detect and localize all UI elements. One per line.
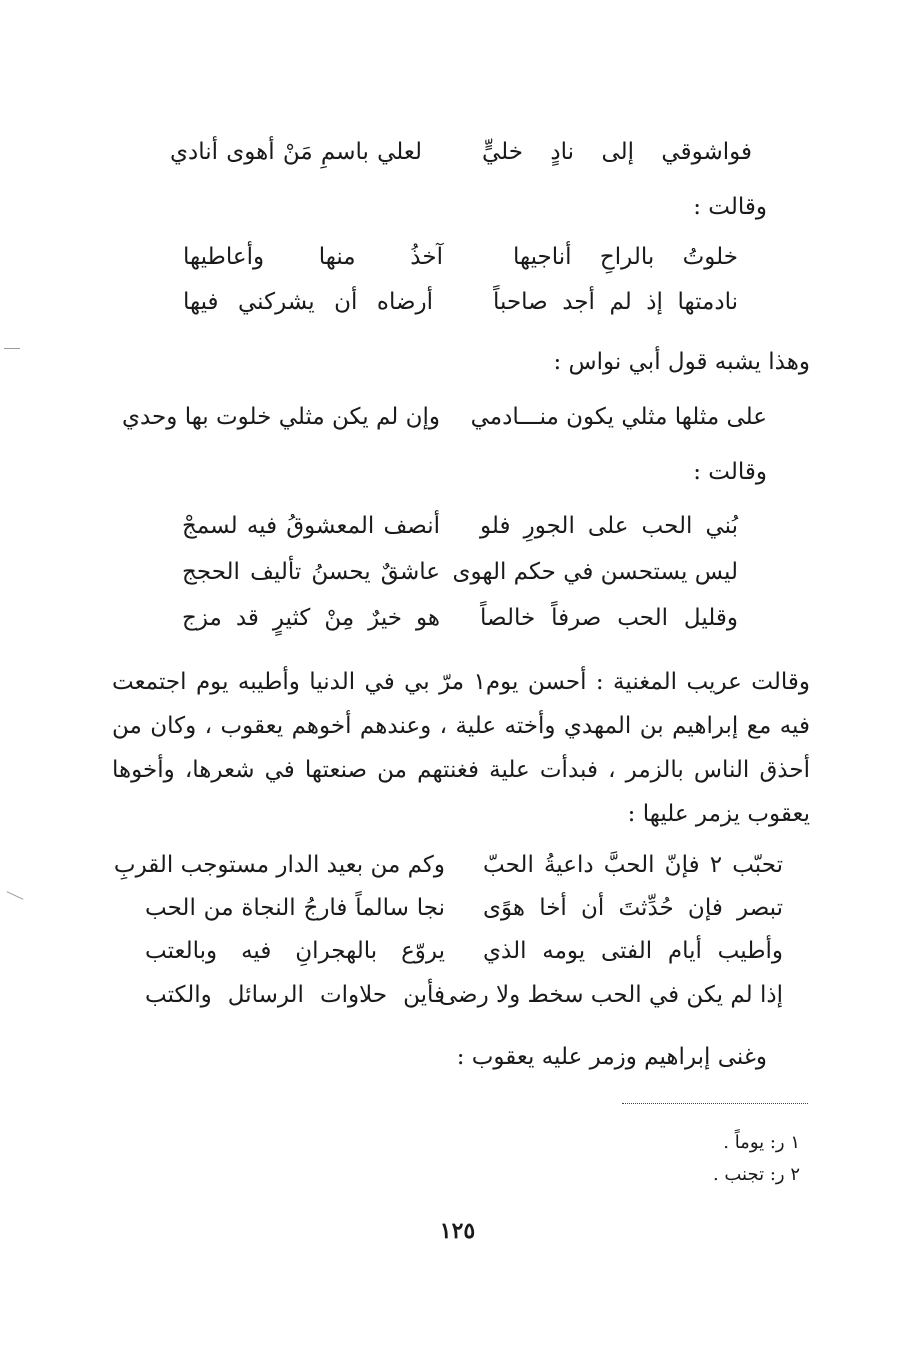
poem-verse bbox=[145, 888, 783, 928]
verse-second-hemistich: فأين حلاوات الرسائل والكتب bbox=[145, 982, 445, 1008]
verse-second-hemistich: أرضاه أن يشركني فيها bbox=[183, 289, 433, 315]
verse-first-hemistich: خلوتُ بالراحِ أناجيها bbox=[513, 244, 738, 270]
verse-second-hemistich: يروّع بالهجرانِ فيه وبالعتب bbox=[145, 938, 445, 964]
verse-second-hemistich: آخذُ منها وأعاطيها bbox=[183, 244, 443, 270]
verse-first-hemistich: فواشوقي إلى نادٍ خليٍّ bbox=[482, 139, 752, 165]
footnote: ١ ر: يوماً . bbox=[723, 1132, 800, 1153]
poem-verse bbox=[145, 931, 783, 971]
footnote-separator bbox=[622, 1103, 808, 1104]
poem-verse bbox=[145, 975, 783, 1015]
verse-intro: وقالت : bbox=[693, 194, 767, 220]
verse-first-hemistich: تحبّب ٢ فإنّ الحبَّ داعيةُ الحبّ bbox=[483, 852, 783, 878]
verse-second-hemistich: عاشقٌ يحسنُ تأليف الحجج bbox=[182, 559, 440, 585]
verse-first-hemistich: إذا لم يكن في الحب سخط ولا رضى bbox=[438, 982, 783, 1008]
verse-first-hemistich: وقليل الحب صرفاً خالصاً bbox=[480, 605, 738, 631]
verse-first-hemistich: على مثلها مثلي يكون منـــادمي bbox=[470, 404, 767, 430]
poem-verse bbox=[160, 132, 752, 172]
poem-verse bbox=[121, 397, 767, 437]
poem-verse bbox=[182, 598, 738, 638]
verse-second-hemistich: نجا سالماً فارجُ النجاة من الحب bbox=[145, 895, 445, 921]
scan-mark bbox=[4, 348, 20, 349]
verse-first-hemistich: وأطيب أيام الفتى يومه الذي bbox=[483, 938, 783, 964]
verse-second-hemistich: لعلي باسمِ مَنْ أهوى أنادي bbox=[170, 139, 422, 165]
prose-paragraph: وقالت عريب المغنية : أحسن يوم١ مرّ بي في الدنيا وأطيبه يوم اجتمعت فيه مع إبراهيم بن المهدي وأخته علية ، وعندهم أخوهم يعقوب ، وكان من أحذق الناس بالزمر ، فبدأت علية فغنتهم من صنعتها في شعرها، وأخوها يعقوب يزمر عليها : bbox=[112, 669, 810, 827]
poem-verse bbox=[182, 552, 738, 592]
verse-intro: وغنى إبراهيم وزمر عليه يعقوب : bbox=[456, 1044, 767, 1070]
verse-intro: وقالت : bbox=[693, 459, 767, 485]
verse-intro: وهذا يشبه قول أبي نواس : bbox=[553, 349, 810, 375]
verse-first-hemistich: تبصر فإن حُدِّثتَ أن أخا هوًى bbox=[483, 895, 783, 921]
verse-second-hemistich: أنصف المعشوقُ فيه لسمجْ bbox=[182, 513, 440, 539]
poem-verse bbox=[183, 237, 738, 277]
verse-second-hemistich: وإن لم يكن مثلي خلوت بها وحدي bbox=[121, 404, 440, 430]
verse-second-hemistich: هو خيرٌ مِنْ كثيرٍ قد مزج bbox=[182, 605, 440, 631]
verse-second-hemistich: وكم من بعيد الدار مستوجب القربِ bbox=[113, 852, 445, 878]
poem-verse bbox=[182, 506, 738, 546]
page-number: ١٢٥ bbox=[439, 1218, 476, 1244]
footnote: ٢ ر: تجنب . bbox=[712, 1164, 800, 1185]
scan-mark bbox=[7, 891, 24, 900]
poem-verse bbox=[113, 845, 783, 885]
verse-first-hemistich: نادمتها إذ لم أجد صاحباً bbox=[493, 289, 738, 315]
verse-first-hemistich: بُني الحب على الجورِ فلو bbox=[480, 513, 738, 539]
poem-verse bbox=[183, 282, 738, 322]
verse-first-hemistich: ليس يستحسن في حكم الهوى bbox=[452, 559, 738, 585]
